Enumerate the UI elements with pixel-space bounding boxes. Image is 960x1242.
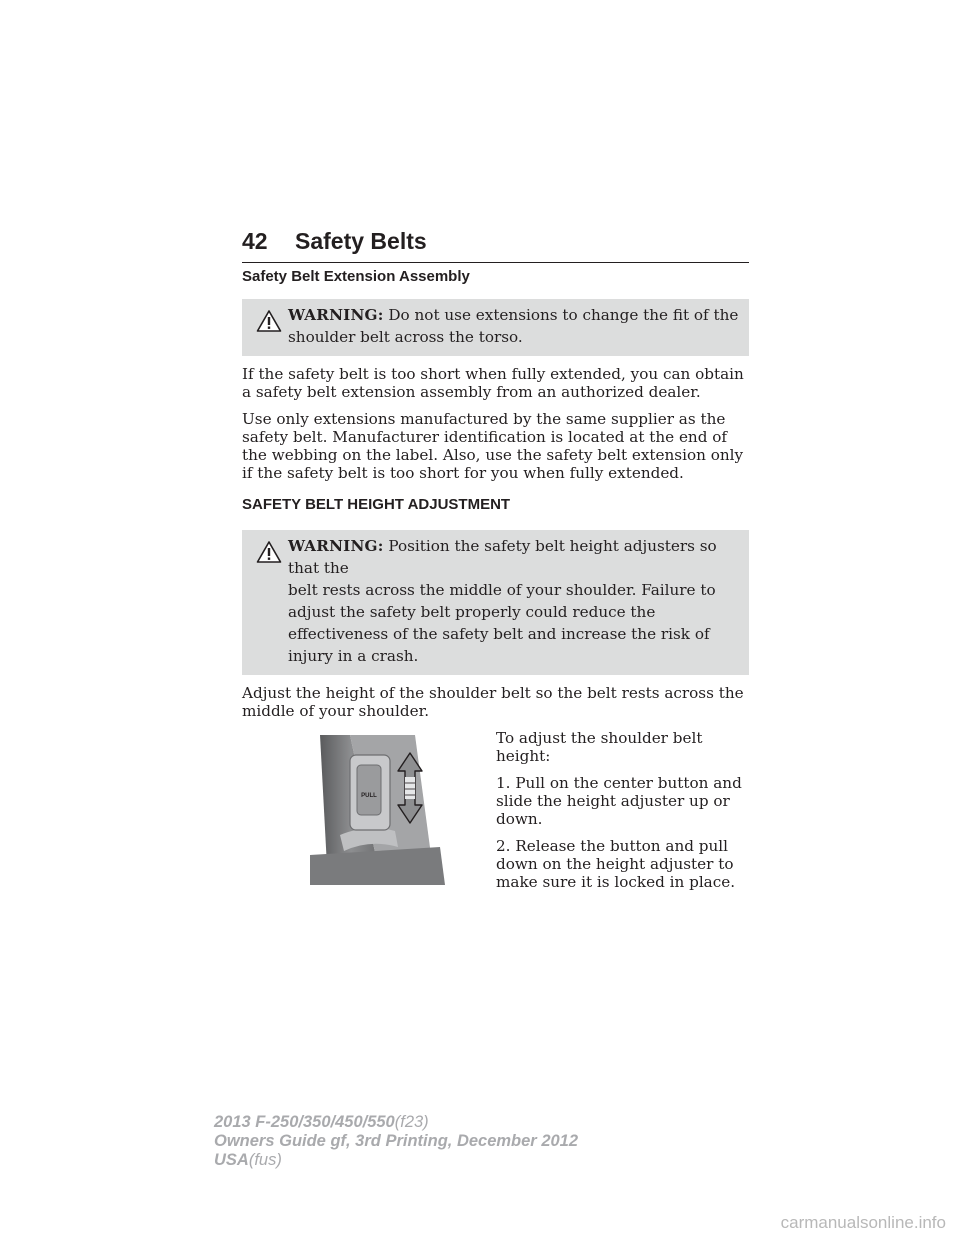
page-header [242,228,749,263]
warning-text: Position the safety belt height adjusters so that the [288,537,717,577]
extension-paragraph-2: Use only extensions manufactured by the same supplier as the safety belt. Manufacturer identification is located at the end of the webbing on the label. Also, use the safety belt extension only if the safety belt is too short for you when fully extended. [242,410,744,482]
document-footer [214,1113,578,1170]
height-warning-box [242,530,749,675]
warning-label: WARNING: [288,537,384,555]
pull-button-label: PULL [361,793,377,799]
height-adjustment-heading: SAFETY BELT HEIGHT ADJUSTMENT [242,496,511,513]
warning-label: WARNING: [288,306,384,324]
chapter-title: Safety Belts [295,228,427,254]
extension-paragraph-1: If the safety belt is too short when fully extended, you can obtain a safety belt extension assembly from an authorized dealer. [242,365,744,401]
extension-warning-box [242,299,749,356]
height-adjustment-steps [496,729,751,900]
footer-line-1 [214,1113,578,1132]
warning-text: Do not use extensions to change the fit of the [388,306,739,324]
warning-triangle-icon [256,540,282,564]
page-content [242,268,749,889]
warning-triangle-icon [256,309,282,333]
watermark: carmanualsonline.info [780,1213,946,1232]
extension-warning-first-line [250,304,741,326]
height-warning-first-line [250,535,741,579]
footer-model-code: (f23) [394,1113,429,1131]
step-2: 2. Release the button and pull down on the height adjuster to make sure it is locked in place. [496,837,736,891]
belt-height-adjuster-illustration [310,735,470,885]
footer-market-code: (fus) [248,1151,282,1169]
step-1: 1. Pull on the center button and slide the height adjuster up or down. [496,774,742,828]
steps-intro: To adjust the shoulder belt height: [496,729,703,765]
footer-model: 2013 F-250/350/450/550 [214,1113,395,1131]
height-adjustment-figure-block [242,729,749,889]
extension-heading: Safety Belt Extension Assembly [242,268,470,285]
footer-line-2: Owners Guide gf, 3rd Printing, December 2012 [214,1132,579,1150]
warning-text-continued: shoulder belt across the torso. [288,328,523,346]
height-paragraph-1: Adjust the height of the shoulder belt so the belt rests across the middle of your shoulder. [242,684,744,720]
warning-text-continued: belt rests across the middle of your shoulder. Failure to adjust the safety belt properly could reduce the effectiveness of the safety belt and increase the risk of injury in a crash. [288,581,716,665]
footer-line-3 [214,1151,578,1170]
footer-market: USA [214,1151,249,1169]
page-number: 42 [242,228,268,254]
